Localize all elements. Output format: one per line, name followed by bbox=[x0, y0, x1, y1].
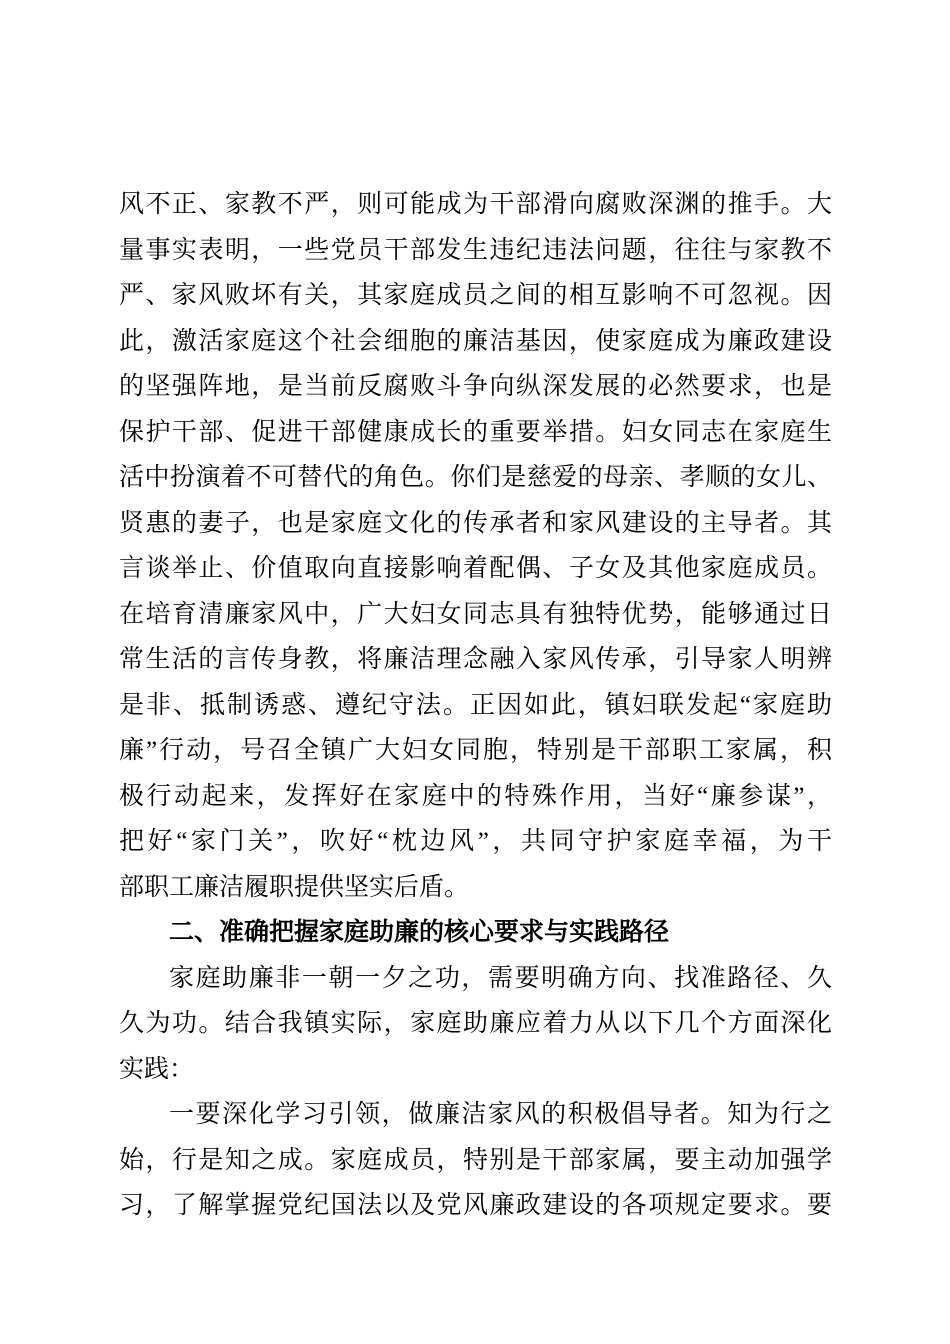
document-text-block bbox=[119, 182, 832, 1229]
doc-line: 久为功。结合我镇实际，家庭助廉应着力从以下几个方面深化 bbox=[119, 1010, 832, 1037]
doc-line: 始，行是知之成。家庭成员，特别是干部家属，要主动加强学 bbox=[119, 1146, 832, 1174]
doc-line: 贤惠的妻子，也是家庭文化的传承者和家风建设的主导者。其 bbox=[119, 509, 832, 537]
doc-line: 此，激活家庭这个社会细胞的廉洁基因，使家庭成为廉政建设 bbox=[119, 327, 832, 355]
doc-line: 量事实表明，一些党员干部发生违纪违法问题，往往与家教不 bbox=[119, 236, 832, 264]
doc-line: 实践： bbox=[119, 1055, 195, 1083]
doc-line: 把好“家门关”，吹好“枕边风”，共同守护家庭幸福，为干 bbox=[119, 828, 832, 855]
doc-line: 活中扮演着不可替代的角色。你们是慈爱的母亲、孝顺的女儿、 bbox=[119, 464, 832, 491]
doc-line: 保护干部、促进干部健康成长的重要举措。妇女同志在家庭生 bbox=[119, 418, 832, 446]
doc-line: 部职工廉洁履职提供坚实后盾。 bbox=[119, 873, 470, 901]
doc-line: 严、家风败坏有关，其家庭成员之间的相互影响不可忽视。因 bbox=[119, 282, 832, 309]
section-heading: 二、准确把握家庭助廉的核心要求与实践路径 bbox=[169, 919, 670, 946]
doc-line: 风不正、家教不严，则可能成为干部滑向腐败深渊的推手。大 bbox=[119, 191, 832, 218]
doc-line: 在培育清廉家风中，广大妇女同志具有独特优势，能够通过日 bbox=[119, 600, 832, 628]
doc-line: 习，了解掌握党纪国法以及党风廉政建设的各项规定要求。要 bbox=[119, 1192, 832, 1219]
doc-line: 常生活的言传身教，将廉洁理念融入家风传承，引导家人明辨 bbox=[119, 646, 832, 673]
doc-line: 廉”行动，号召全镇广大妇女同胞，特别是干部职工家属，积 bbox=[119, 737, 832, 764]
doc-line: 的坚强阵地，是当前反腐败斗争向纵深发展的必然要求，也是 bbox=[119, 373, 832, 400]
doc-line: 是非、抵制诱惑、遵纪守法。正因如此，镇妇联发起“家庭助 bbox=[119, 691, 832, 719]
doc-line: 言谈举止、价值取向直接影响着配偶、子女及其他家庭成员。 bbox=[119, 555, 832, 582]
doc-line: 极行动起来，发挥好在家庭中的特殊作用，当好“廉参谋”， bbox=[119, 782, 832, 810]
doc-line: 家庭助廉非一朝一夕之功，需要明确方向、找准路径、久 bbox=[169, 964, 832, 992]
doc-line: 一要深化学习引领，做廉洁家风的积极倡导者。知为行之 bbox=[169, 1101, 832, 1128]
